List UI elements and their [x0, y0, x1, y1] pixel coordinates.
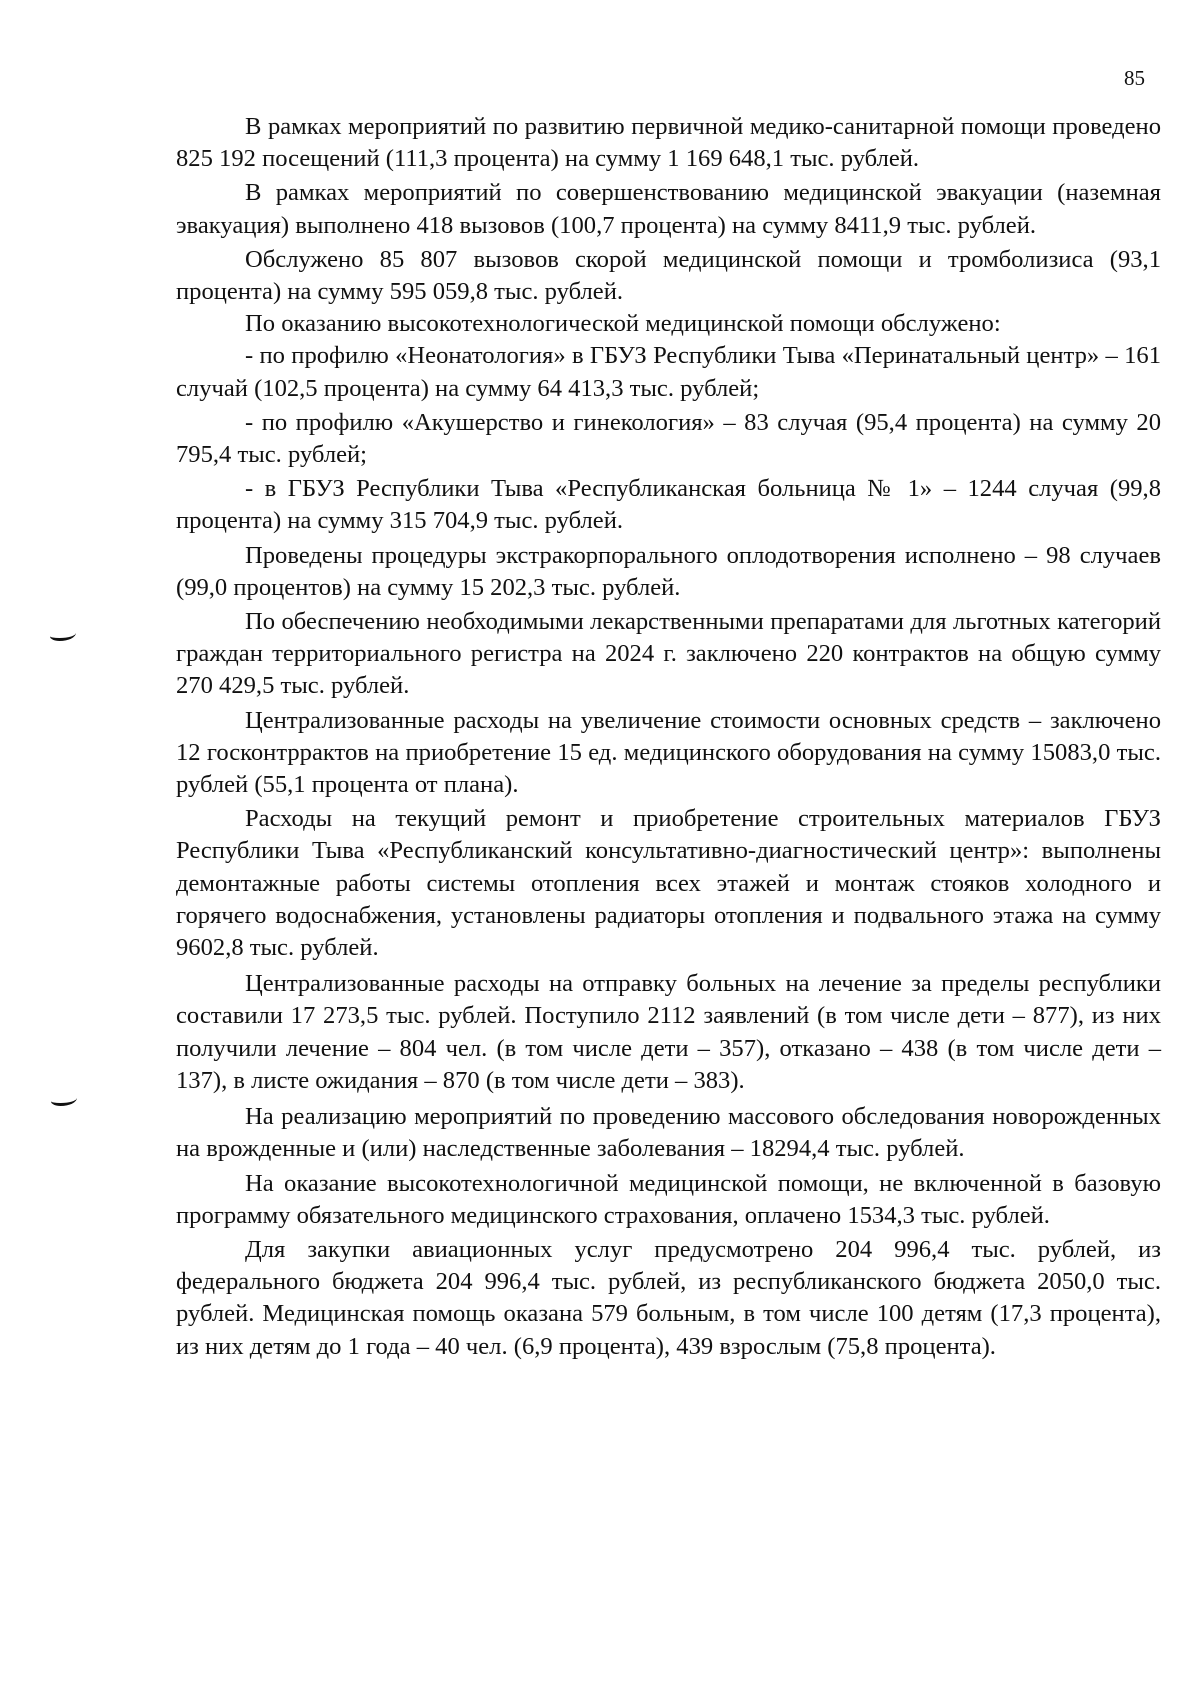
paragraph-republican-hospital: - в ГБУЗ Республики Тыва «Республиканская больница № 1» – 1244 случая (99,8 процента) на сумму 315 704,9 тыс. рублей.	[176, 475, 1161, 535]
margin-pen-mark	[51, 1093, 77, 1106]
page-number: 85	[1124, 66, 1145, 90]
margin-pen-mark	[50, 628, 76, 641]
paragraph-ivf: Проведены процедуры экстракорпорального оплодотворения исполнено – 98 случаев (99,0 процентов) на сумму 15 202,3 тыс. рублей.	[176, 541, 1161, 601]
paragraph-vmp-outside-oms: На оказание высокотехнологичной медицинской помощи, не включенной в базовую программу обязательного медицинского страхования, оплачено 1534,3 тыс. рублей.	[176, 1169, 1161, 1229]
paragraph-medical-evacuation: В рамках мероприятий по совершенствованию медицинской эвакуации (наземная эвакуация) выполнено 418 вызовов (100,7 процента) на сумму 8411,9 тыс. рублей.	[176, 179, 1161, 239]
paragraph-high-tech-intro: По оказанию высокотехнологической медицинской помощи обслужено:	[245, 310, 1001, 338]
paragraph-repair: Расходы на текущий ремонт и приобретение строительных материалов ГБУЗ Республики Тыва «Республиканский консультативно-диагностический центр»: выполнены демонтажные работы системы отопления всех этажей и монтаж стояков холодного и горячего водоснабжения, установлены радиаторы отопления и подвального этажа на сумму 9602,8 тыс. рублей.	[176, 805, 1161, 962]
paragraph-fixed-assets: Централизованные расходы на увеличение стоимости основных средств – заключено 12 госконтррактов на приобретение 15 ед. медицинского оборудования на сумму 15083,0 тыс. рублей (55,1 процента от плана).	[176, 706, 1161, 799]
paragraph-treatment-outside: Централизованные расходы на отправку больных на лечение за пределы республики составили 17 273,5 тыс. рублей. Поступило 2112 заявлений (в том числе дети – 877), из них получили лечение – 804 чел. (в том числе дети – 357), отказано – 438 (в том числе дети – 137), в листе ожидания – 870 (в том числе дети – 383).	[176, 970, 1161, 1094]
paragraph-neonatology: - по профилю «Неонатология» в ГБУЗ Республики Тыва «Перинатальный центр» – 161 случай (102,5 процента) на сумму 64 413,3 тыс. рублей;	[176, 342, 1161, 402]
document-body	[176, 111, 1161, 1363]
paragraph-aviation-services: Для закупки авиационных услуг предусмотрено 204 996,4 тыс. рублей, из федерального бюджета 204 996,4 тыс. рублей, из республиканского бюджета 2050,0 тыс. рублей. Медицинская помощь оказана 579 больным, в том числе 100 детям (17,3 процента), из них детям до 1 года – 40 чел. (6,9 процента), 439 взрослым (75,8 процента).	[176, 1235, 1161, 1360]
paragraph-primary-care: В рамках мероприятий по развитию первичной медико-санитарной помощи проведено 825 192 посещений (111,3 процента) на сумму 1 169 648,1 тыс. рублей.	[176, 113, 1161, 173]
paragraph-obstetrics: - по профилю «Акушерство и гинекология» – 83 случая (95,4 процента) на сумму 20 795,4 тыс. рублей;	[176, 408, 1161, 469]
paragraph-newborn-screening: На реализацию мероприятий по проведению массового обследования новорожденных на врожденные и (или) наследственные заболевания – 18294,4 тыс. рублей.	[176, 1103, 1161, 1163]
paragraph-medicines: По обеспечению необходимыми лекарственными препаратами для льготных категорий граждан территориального регистра на 2024 г. заключено 220 контрактов на общую сумму 270 429,5 тыс. рублей.	[176, 608, 1161, 700]
paragraph-ambulance-calls: Обслужено 85 807 вызовов скорой медицинской помощи и тромболизиса (93,1 процента) на сумму 595 059,8 тыс. рублей.	[176, 245, 1161, 306]
